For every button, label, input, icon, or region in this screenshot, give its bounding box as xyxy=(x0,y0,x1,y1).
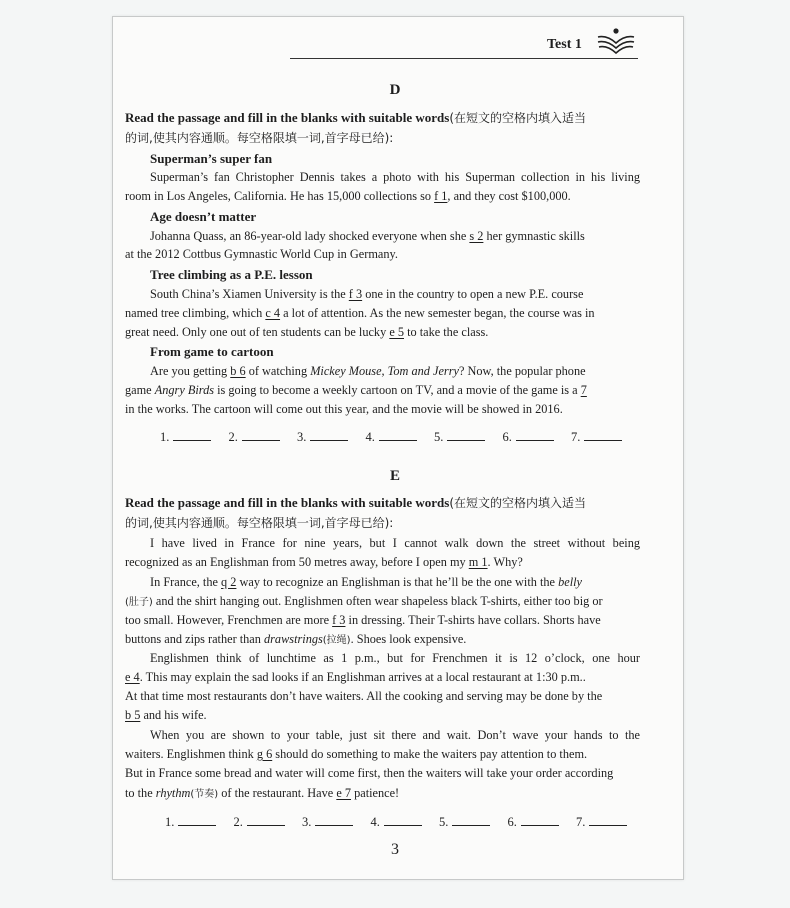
blank-e7: e 7 xyxy=(336,786,352,800)
story-2-title: Age doesn’t matter xyxy=(150,209,257,224)
answer-blank[interactable] xyxy=(315,815,353,826)
section-d-title: D xyxy=(389,82,401,98)
story-1-line: room in Los Angeles, California. He has 15,000 collections so f 1, and they cost $100,000. xyxy=(125,189,571,203)
test-label: Test 1 xyxy=(547,37,582,52)
answer-blank[interactable] xyxy=(310,430,348,441)
header-rule xyxy=(290,58,638,59)
story-2-line: Johanna Quass, an 86-year-old lady shocked everyone when she s 2 her gymnastic skills xyxy=(150,229,585,243)
answer-blank[interactable] xyxy=(584,430,622,441)
passage-e-line: I have lived in France for nine years, but I cannot walk down the street without being xyxy=(150,536,640,550)
answer-blank[interactable] xyxy=(521,815,559,826)
blank-d2: s 2 xyxy=(469,229,484,243)
blank-e1: m 1 xyxy=(468,555,488,569)
story-4-title: From game to cartoon xyxy=(150,344,274,359)
story-4-line: Are you getting b 6 of watching Mickey Mouse, Tom and Jerry? Now, the popular phone xyxy=(150,364,586,378)
passage-e-line: e 4. This may explain the sad looks if an Englishman arrives at a local restaurant at 1:30 p.m.. xyxy=(125,670,586,684)
answer-blank[interactable] xyxy=(379,430,417,441)
blank-e3: f 3 xyxy=(332,613,346,627)
story-3-line: great need. Only one out of ten students can be lucky e 5 to take the class. xyxy=(125,325,489,339)
passage-e-line: In France, the q 2 way to recognize an Englishman is that he’ll be the one with the belly xyxy=(150,575,582,589)
passage-e-line: recognized as an Englishman from 50 metres away, before I open my m 1. Why? xyxy=(125,555,523,569)
passage-e-line: buttons and zips rather than drawstrings(拉绳). Shoes look expensive. xyxy=(125,632,467,646)
section-e-instruction: Read the passage and fill in the blanks with suitable words(在短文的空格内填入适当 的词,使其内容通顺。每空格限填一词,首字母已给): xyxy=(125,495,587,530)
story-4-line: in the works. The cartoon will come out this year, and the movie will be showed in 2016. xyxy=(125,402,563,416)
blank-d7: 7 xyxy=(580,383,587,397)
blank-d3: f 3 xyxy=(348,287,363,301)
passage-e-line: At that time most restaurants don’t have waiters. All the cooking and serving may be done by the xyxy=(125,689,603,703)
story-3-title: Tree climbing as a P.E. lesson xyxy=(150,267,313,282)
page-number: 3 xyxy=(391,841,399,858)
blank-e2: q 2 xyxy=(221,575,237,589)
section-d-instruction: Read the passage and fill in the blanks with suitable words(在短文的空格内填入适当 的词,使其内容通顺。每空格限填一词,首字母已给): xyxy=(125,110,587,145)
blank-d1: f 1 xyxy=(434,189,448,203)
answer-blank[interactable] xyxy=(589,815,627,826)
passage-e-line: too small. However, Frenchmen are more f 3 in dressing. Their T-shirts have collars. Shorts have xyxy=(125,613,601,627)
answer-blank[interactable] xyxy=(384,815,422,826)
story-4-line: game Angry Birds is going to become a weekly cartoon on TV, and a movie of the game is a 7 xyxy=(125,383,587,397)
answer-blank[interactable] xyxy=(516,430,554,441)
passage-e-line: waiters. Englishmen think g 6 should do something to make the waiters pay attention to them. xyxy=(125,747,588,761)
answer-row-e: 1. 2. 3. 4. 5. 6. 7. xyxy=(165,815,641,830)
book-logo-icon xyxy=(595,27,637,55)
section-e-title: E xyxy=(389,468,400,484)
story-3-line: South China’s Xiamen University is the f 3 one in the country to open a new P.E. course xyxy=(150,287,584,301)
answer-blank[interactable] xyxy=(447,430,485,441)
blank-e4: e 4 xyxy=(125,670,140,684)
passage-e-line: But in France some bread and water will come first, then the waiters will take your order according xyxy=(125,766,614,780)
blank-e5: b 5 xyxy=(125,708,141,722)
answer-blank[interactable] xyxy=(247,815,285,826)
passage-e-line: to the rhythm(节奏) of the restaurant. Have e 7 patience! xyxy=(125,786,400,800)
answer-blank[interactable] xyxy=(178,815,216,826)
passage-e-line: (肚子) and the shirt hanging out. Englishmen often wear shapeless black T-shirts, either too big or xyxy=(125,594,603,608)
blank-d5: e 5 xyxy=(389,325,404,339)
story-2-line: at the 2012 Cottbus Gymnastic World Cup in Germany. xyxy=(125,247,398,261)
answer-blank[interactable] xyxy=(452,815,490,826)
blank-d4: c 4 xyxy=(265,306,281,320)
passage-e-line: When you are shown to your table, just sit there and wait. Don’t wave your hands to the xyxy=(150,728,640,742)
answer-blank[interactable] xyxy=(173,430,211,441)
story-3-line: named tree climbing, which c 4 a lot of attention. As the new semester began, the course was in xyxy=(125,306,595,320)
blank-e6: g 6 xyxy=(256,747,273,761)
story-1-line: Superman’s fan Christopher Dennis takes a photo with his Superman collection in his living xyxy=(150,170,640,184)
passage-e-line: Englishmen think of lunchtime as 1 p.m., but for Frenchmen it is 12 o’clock, one hour xyxy=(150,651,640,665)
answer-blank[interactable] xyxy=(242,430,280,441)
story-1-title: Superman’s super fan xyxy=(150,151,273,166)
blank-d6: b 6 xyxy=(230,364,246,378)
passage-e-line: b 5 and his wife. xyxy=(125,708,207,722)
answer-row-d: 1. 2. 3. 4. 5. 6. 7. xyxy=(160,430,636,445)
